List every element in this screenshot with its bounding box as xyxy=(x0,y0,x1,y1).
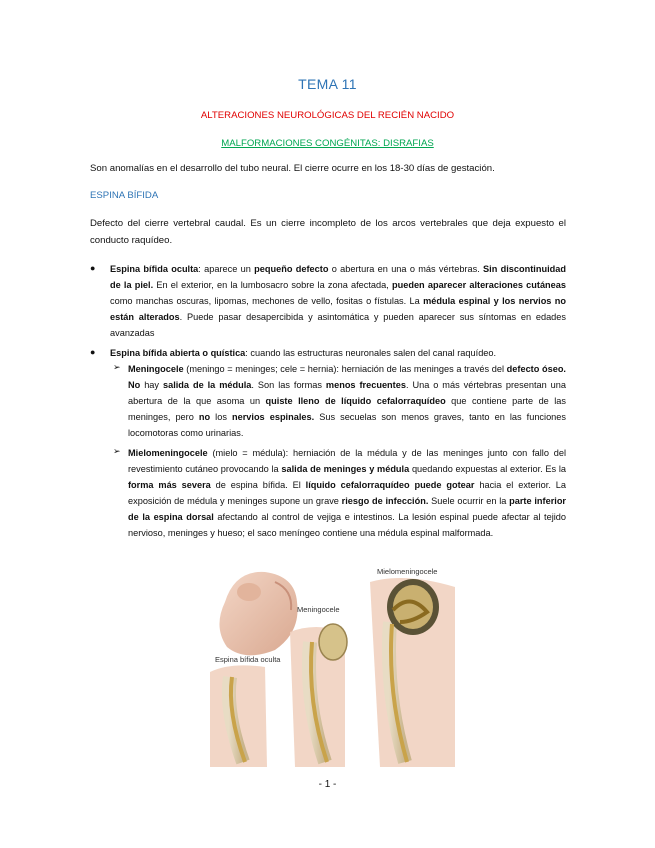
definition-paragraph: Defecto del cierre vertebral caudal. Es un cierre incompleto de los arcos vertebrales que deja expuesto el conducto raquídeo. xyxy=(90,218,566,246)
text: como manchas oscuras, lipomas, mechones de vello, fositas o fístulas. La xyxy=(110,296,424,306)
text: . Son las formas xyxy=(251,380,326,390)
text: Suele ocurrir en la xyxy=(428,496,510,506)
arrow-bullet-icon: ➢ xyxy=(113,446,121,456)
label-mielomeningocele: Mielomeningocele xyxy=(377,567,438,576)
arrow-bullet-icon: ➢ xyxy=(113,362,121,372)
term-oculta: Espina bífida oculta xyxy=(110,264,199,274)
emph: no xyxy=(198,412,211,422)
emph: nervios espinales. xyxy=(231,412,315,422)
term-abierta: Espina bífida abierta o quística xyxy=(110,348,246,358)
text: : cuando las estructuras neuronales salen del canal raquídeo. xyxy=(245,348,497,358)
emph: forma más severa xyxy=(128,480,211,490)
document-subheading xyxy=(0,138,655,149)
bullet-icon: ● xyxy=(90,347,96,357)
text: Sus secuelas son menos graves, tanto en las funciones locomotoras como urinarias. xyxy=(128,412,566,438)
section-heading: ESPINA BÍFIDA xyxy=(90,190,159,201)
emph: salida de meninges y médula xyxy=(281,464,410,474)
text: En el exterior, en la lumbosacro sobre la zona afectada, xyxy=(153,280,392,290)
text: hay xyxy=(140,380,163,390)
text: afectando al control de vejiga e intestinos. La lesión espinal puede afectar al tejido nervioso, meninges y hueso; el saco meníngeo contiene una médula espinal malformada. xyxy=(128,512,566,538)
spina-bifida-illustration xyxy=(205,562,465,767)
emph: salida de la médula xyxy=(162,380,252,390)
text: que contiene parte de las meninges, pero xyxy=(128,396,567,422)
subheading-text: MALFORMACIONES CONGÉNITAS: DISRAFIAS xyxy=(221,138,434,149)
emph: médula espinal y los nervios no están alterados xyxy=(110,296,566,322)
text: (meningo = meninges; cele = hernia): herniación de las meninges a través del xyxy=(183,364,507,374)
term-mielomeningocele: Mielomeningocele xyxy=(128,448,208,458)
text: . Una o más vértebras presentan una abertura de la que asoma un xyxy=(128,380,566,406)
emph: pequeño defecto xyxy=(254,264,329,274)
document-title: TEMA 11 xyxy=(298,76,357,92)
text: : aparece un xyxy=(198,264,255,274)
emph: defecto óseo. No xyxy=(128,364,566,390)
bullet-oculta xyxy=(110,261,566,341)
text: o abertura en una o más vértebras. xyxy=(328,264,484,274)
emph: líquido cefalorraquídeo puede gotear xyxy=(305,480,475,490)
term-meningocele: Meningocele xyxy=(128,364,184,374)
emph: quiste lleno de líquido cefalorraquídeo xyxy=(265,396,446,406)
text: los xyxy=(210,412,232,422)
page-number: - 1 - xyxy=(318,779,337,790)
label-meningocele: Meningocele xyxy=(297,605,340,614)
text: (mielo = médula): herniación de la médula y de las meninges junto con fallo del revestimiento cutáneo provocando la xyxy=(128,448,566,474)
text: hacia el exterior. La exposición de médula y meninges supone un grave xyxy=(128,480,566,506)
emph: parte inferior de la espina dorsal xyxy=(128,496,567,522)
sub-bullet-meningocele xyxy=(128,361,566,441)
bullet-icon: ● xyxy=(90,263,96,273)
document-subtitle: ALTERACIONES NEUROLÓGICAS DEL RECIÉN NACIDO xyxy=(200,110,455,121)
baby-figure xyxy=(219,572,297,655)
intro-paragraph: Son anomalías en el desarrollo del tubo neural. El cierre ocurre en los 18-30 días de gestación. xyxy=(90,163,495,174)
emph: menos frecuentes xyxy=(325,380,406,390)
meningocele-sac xyxy=(319,624,347,660)
label-oculta: Espina bífida oculta xyxy=(215,655,281,664)
text: quedando expuestas al exterior. Es la xyxy=(409,464,567,474)
emph: Sin discontinuidad de la piel. xyxy=(110,264,566,290)
emph: pueden aparecer alteraciones cutáneas xyxy=(392,280,566,290)
text: . Puede pasar desapercibida y asintomática y pueden aparecer sus síntomas en edades avanzadas xyxy=(110,312,566,338)
bullet-abierta xyxy=(110,345,566,361)
emph: riesgo de infección. xyxy=(341,496,429,506)
sub-bullet-mielomeningocele xyxy=(128,445,566,541)
text: de espina bífida. El xyxy=(210,480,306,490)
